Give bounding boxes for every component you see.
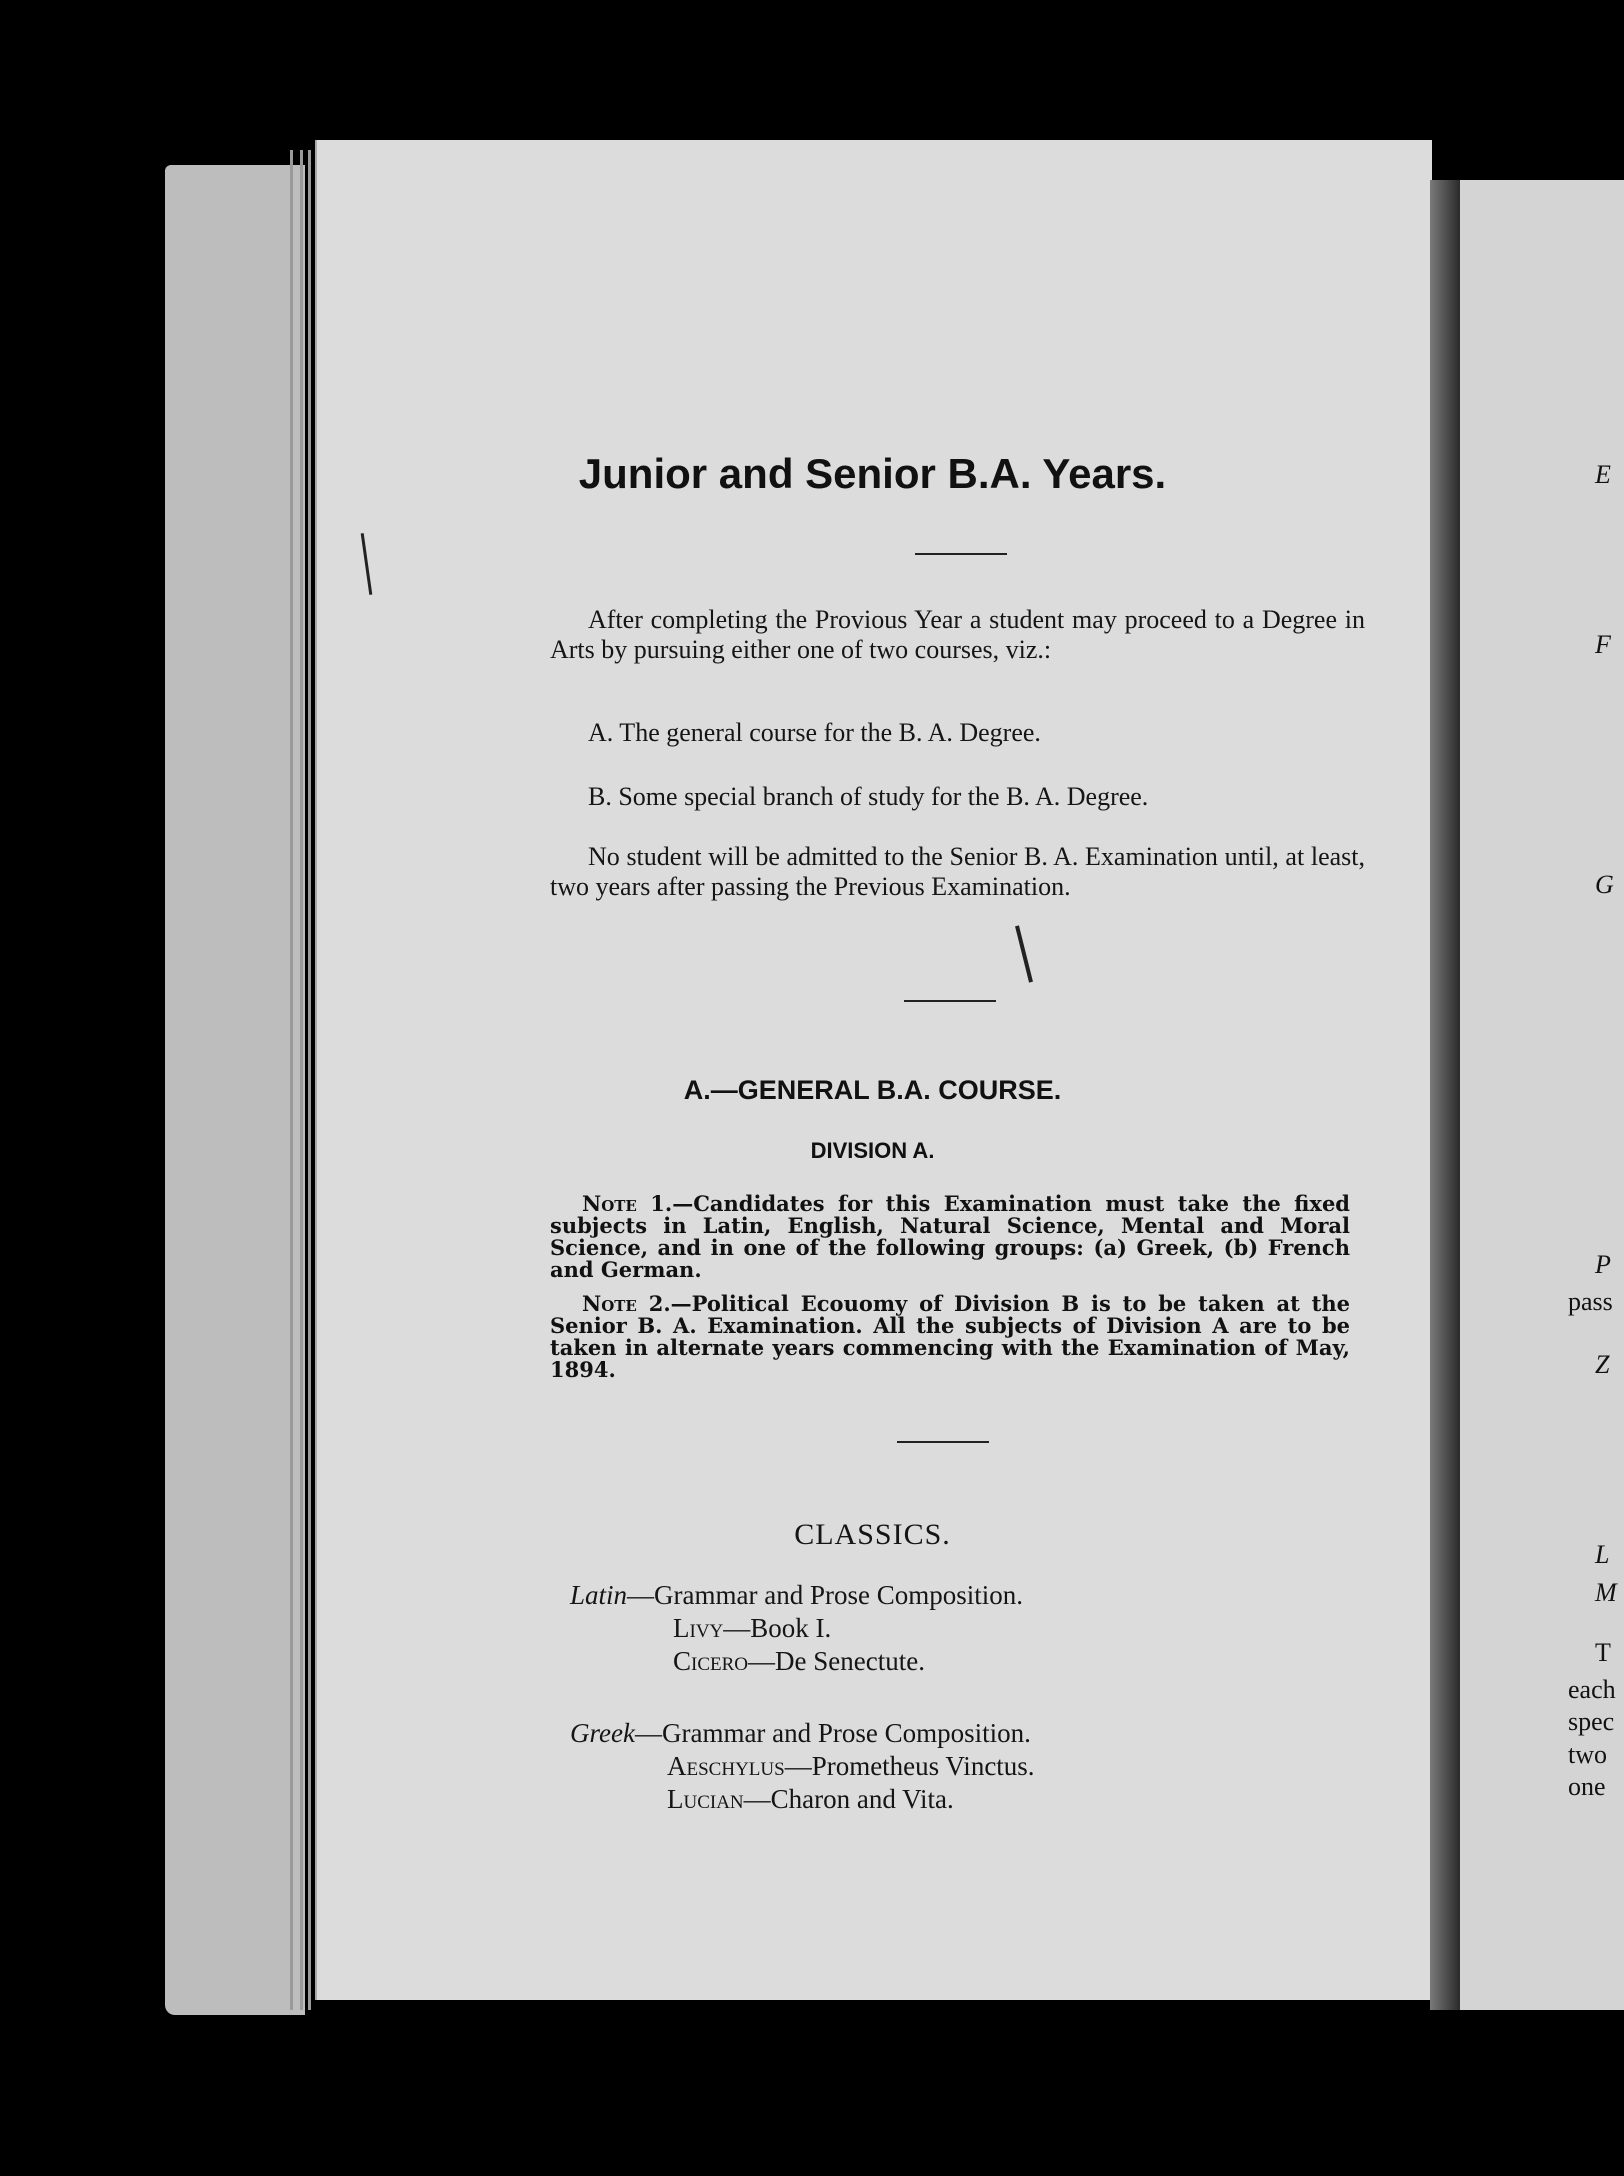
facing-fragment: M [1595,1578,1617,1607]
note-1 [550,1193,1350,1281]
facing-fragment: L [1595,1540,1610,1569]
note-2 [550,1293,1350,1381]
facing-page [1460,180,1624,2010]
page-edge-line [300,150,303,2010]
greek-label: Greek [570,1718,635,1748]
facing-fragment: E [1595,460,1611,489]
greek-item [667,1751,1035,1782]
book-gutter [1430,180,1460,2010]
back-page-edge [165,165,305,2015]
latin-item-author: Cicero [673,1646,749,1676]
intro-paragraph: After completing the Provious Year a student may proceed to a Degree in Arts by pursuing either one of two courses, viz.: [550,605,1365,664]
latin-item [673,1613,831,1644]
latin-item-work: —De Senectute. [748,1646,925,1676]
facing-fragment: pass [1568,1287,1613,1316]
division-heading: DIVISION A. [810,1138,935,1163]
divider-rule [904,1000,996,1002]
greek-item-author: Aeschylus [667,1751,785,1781]
latin-item [673,1646,925,1677]
latin-label: Latin [570,1580,628,1610]
admission-paragraph: No student will be admitted to the Senior B. A. Examination until, at least, two years after passing the Previous Examination. [550,842,1365,901]
page-title: Junior and Senior B.A. Years. [578,450,1167,497]
classics-heading: CLASSICS. [794,1518,951,1551]
facing-fragment: P [1595,1250,1611,1279]
note-2-label: Note 2. [582,1291,671,1316]
note-1-label: Note 1. [582,1191,673,1216]
facing-fragment: G [1595,870,1614,899]
divider-rule [897,1441,989,1443]
facing-fragment: each [1568,1675,1616,1704]
greek-line [570,1718,1031,1749]
page-edge-line [308,150,311,2010]
section-heading: A.—GENERAL B.A. COURSE. [683,1075,1062,1105]
note-2-text: —Political Ecouomy of Division B is to be taken at the Senior B. A. Examination. All the subjects of Division A are to be taken in alternate years commencing with the Examination of May, 1894. [550,1291,1350,1382]
facing-fragment: two [1568,1740,1607,1769]
latin-main: —Grammar and Prose Composition. [627,1580,1023,1610]
facing-fragment: F [1595,630,1611,659]
latin-item-work: —Book I. [723,1613,832,1643]
greek-item [667,1784,954,1815]
option-a: A. The general course for the B. A. Degree. [588,718,1041,747]
latin-line [570,1580,1023,1611]
facing-fragment: T [1595,1638,1611,1667]
greek-item-work: —Prometheus Vinctus. [784,1751,1035,1781]
page-edge-line [290,150,293,2010]
facing-fragment: Z [1595,1350,1610,1379]
greek-item-work: —Charon and Vita. [743,1784,954,1814]
facing-fragment: spec [1568,1707,1615,1736]
greek-main: —Grammar and Prose Composition. [634,1718,1031,1748]
greek-item-author: Lucian [667,1784,744,1814]
option-b: B. Some special branch of study for the B. A. Degree. [588,782,1149,811]
divider-rule [915,553,1007,555]
facing-fragment: one [1568,1772,1606,1801]
note-1-text: —Candidates for this Examination must take the fixed subjects in Latin, English, Natural Science, Mental and Moral Science, and in one of the following groups: (a) Greek, (b) French and German. [550,1191,1350,1282]
latin-item-author: Livy [673,1613,724,1643]
